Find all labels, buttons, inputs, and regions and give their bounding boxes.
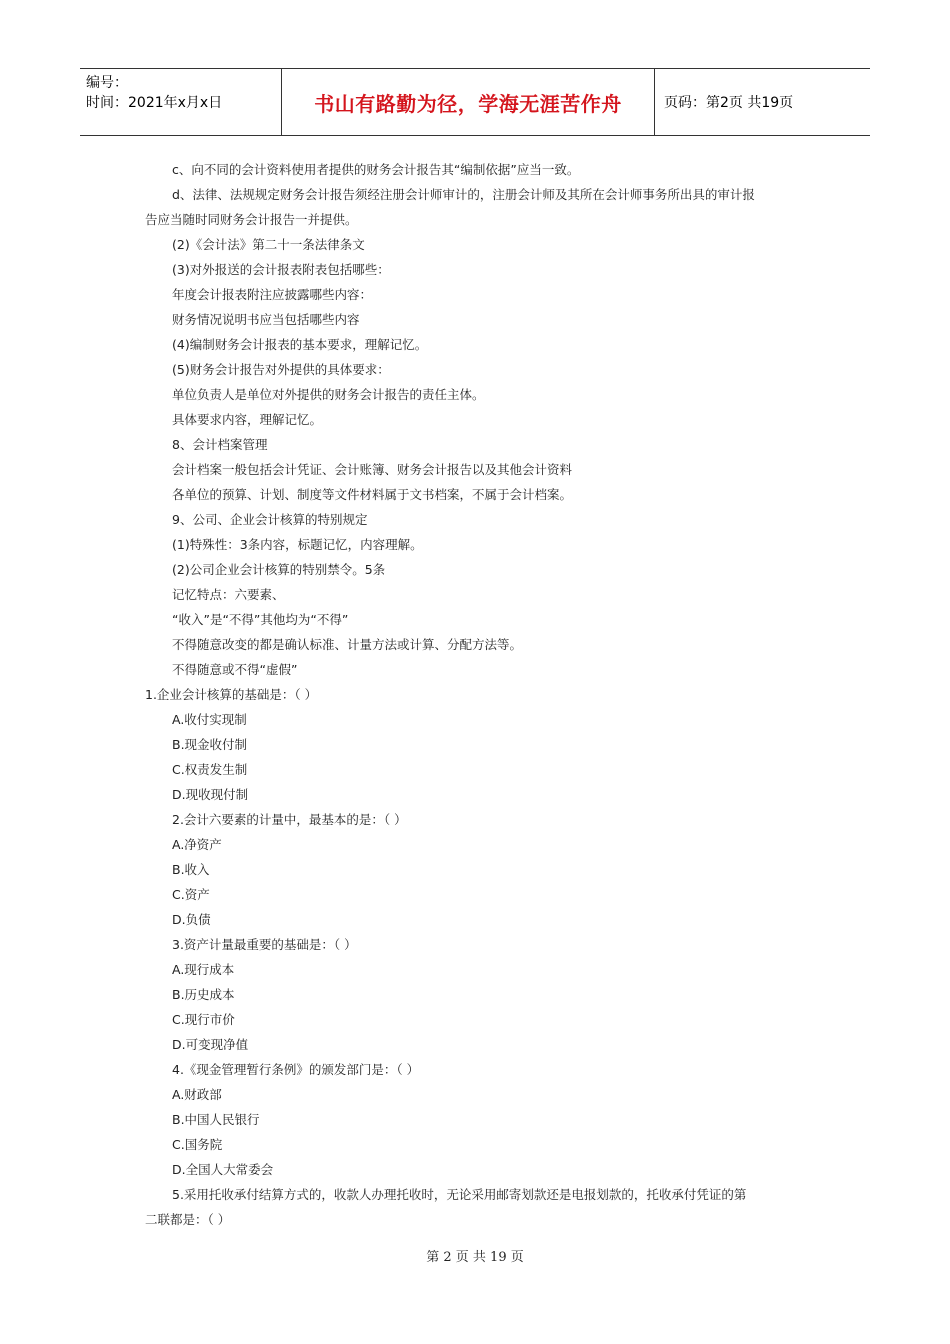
answer-option: B.收入 bbox=[172, 862, 210, 877]
answer-option: A.财政部 bbox=[172, 1087, 222, 1102]
text-line: d、法律、法规规定财务会计报告须经注册会计师审计的，注册会计师及其所在会计师事务所出具的审计报 bbox=[172, 187, 755, 202]
text-line: (2)公司企业会计核算的特别禁令。5条 bbox=[172, 562, 386, 577]
document-time-label: 时间：2021年x月x日 bbox=[86, 95, 223, 111]
answer-option: B.中国人民银行 bbox=[172, 1112, 260, 1127]
page-header bbox=[80, 68, 870, 136]
text-line: 不得随意或不得“虚假” bbox=[172, 662, 298, 677]
text-line: 财务情况说明书应当包括哪些内容 bbox=[172, 312, 360, 327]
header-meta bbox=[86, 73, 222, 113]
text-line: 告应当随时同财务会计报告一并提供。 bbox=[145, 212, 358, 227]
answer-option: C.现行市价 bbox=[172, 1012, 235, 1027]
text-line: (3)对外报送的会计报表附表包括哪些： bbox=[172, 262, 390, 277]
section-heading: 9、公司、企业会计核算的特别规定 bbox=[172, 512, 368, 527]
answer-option: C.权责发生制 bbox=[172, 762, 248, 777]
text-line: 具体要求内容，理解记忆。 bbox=[172, 412, 323, 427]
text-line: “收入”是“不得”其他均为“不得” bbox=[172, 612, 349, 627]
text-line: (1)特殊性：3条内容，标题记忆，内容理解。 bbox=[172, 537, 423, 552]
answer-option: D.可变现净值 bbox=[172, 1037, 249, 1052]
text-line: (2)《会计法》第二十一条法律条文 bbox=[172, 237, 365, 252]
question: 二联都是：（ ） bbox=[145, 1212, 231, 1227]
question: 1.企业会计核算的基础是：（ ） bbox=[145, 687, 318, 702]
answer-option: A.收付实现制 bbox=[172, 712, 247, 727]
text-line: 不得随意改变的都是确认标准、计量方法或计算、分配方法等。 bbox=[172, 637, 523, 652]
header-divider bbox=[654, 69, 655, 135]
question: 2.会计六要素的计量中，最基本的是：（ ） bbox=[172, 812, 407, 827]
question: 4.《现金管理暂行条例》的颁发部门是：（ ） bbox=[172, 1062, 420, 1077]
answer-option: B.现金收付制 bbox=[172, 737, 248, 752]
text-line: 单位负责人是单位对外提供的财务会计报告的责任主体。 bbox=[172, 387, 485, 402]
page-footer: 第 2 页 共 19 页 bbox=[426, 1250, 524, 1265]
text-line: 记忆特点：六要素、 bbox=[172, 587, 285, 602]
header-motto: 书山有路勤为径，学海无涯苦作舟 bbox=[314, 91, 622, 116]
text-line: (5)财务会计报告对外提供的具体要求： bbox=[172, 362, 390, 377]
answer-option: D.负债 bbox=[172, 912, 211, 927]
answer-option: C.资产 bbox=[172, 887, 210, 902]
answer-option: C.国务院 bbox=[172, 1137, 223, 1152]
text-line: (4)编制财务会计报表的基本要求，理解记忆。 bbox=[172, 337, 428, 352]
answer-option: A.净资产 bbox=[172, 837, 222, 852]
document-number-label: 编号： bbox=[86, 75, 128, 91]
section-heading: 8、会计档案管理 bbox=[172, 437, 268, 452]
answer-option: D.全国人大常委会 bbox=[172, 1162, 274, 1177]
answer-option: B.历史成本 bbox=[172, 987, 235, 1002]
text-line: 各单位的预算、计划、制度等文件材料属于文书档案，不属于会计档案。 bbox=[172, 487, 573, 502]
text-line: 会计档案一般包括会计凭证、会计账簿、财务会计报告以及其他会计资料 bbox=[172, 462, 573, 477]
text-line: 年度会计报表附注应披露哪些内容： bbox=[172, 287, 373, 302]
answer-option: A.现行成本 bbox=[172, 962, 235, 977]
header-page-info: 页码：第2页 共19页 bbox=[664, 95, 794, 111]
question: 5.采用托收承付结算方式的，收款人办理托收时，无论采用邮寄划款还是电报划款的，托收承付凭证的第 bbox=[172, 1187, 747, 1202]
question: 3.资产计量最重要的基础是：（ ） bbox=[172, 937, 357, 952]
text-line: c、向不同的会计资料使用者提供的财务会计报告其“编制依据”应当一致。 bbox=[172, 162, 580, 177]
answer-option: D.现收现付制 bbox=[172, 787, 249, 802]
